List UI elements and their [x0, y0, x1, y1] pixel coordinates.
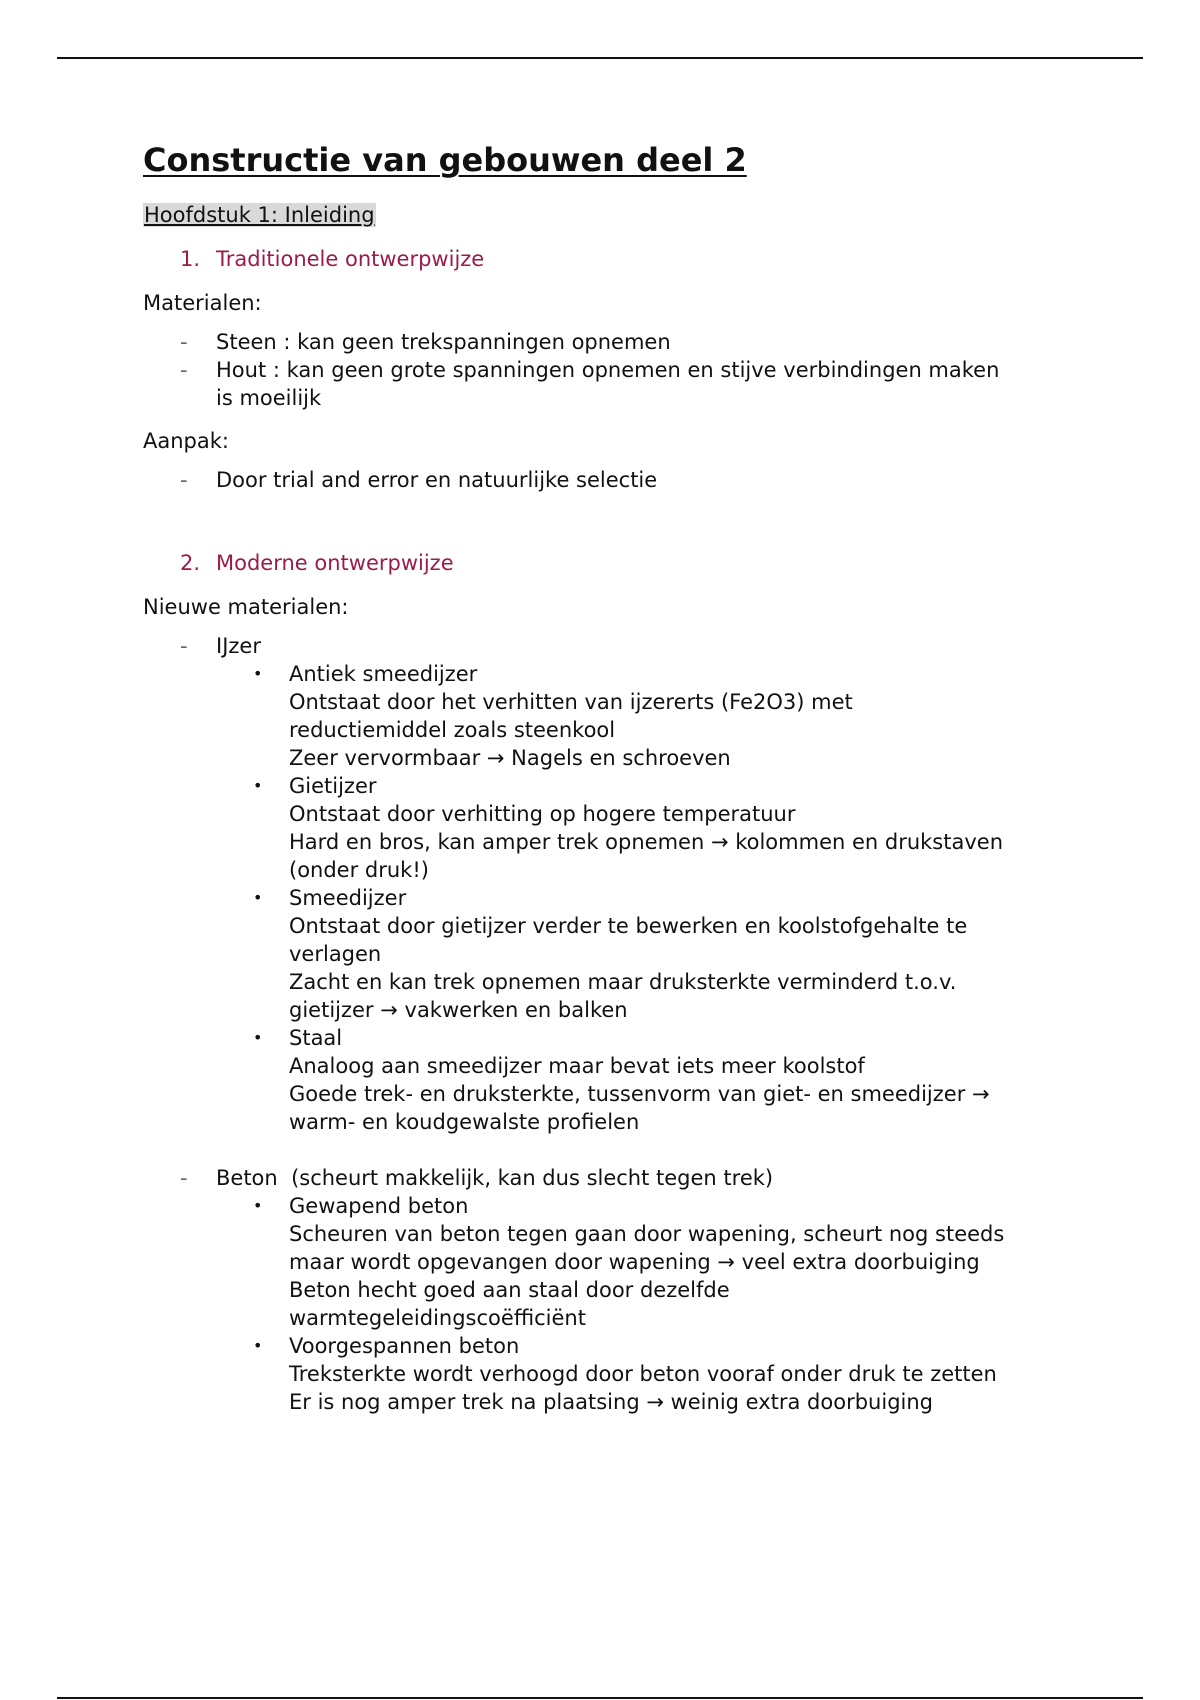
list-item-text: Steen : kan geen trekspanningen opnemen [216, 330, 671, 354]
beton-types-list [216, 1192, 1073, 1416]
item-text: (onder druk!) [289, 858, 429, 882]
item-title: Antiek smeedijzer [289, 662, 478, 686]
list-item [143, 356, 1073, 412]
materials-list [143, 328, 1073, 412]
material-group-name: IJzer [216, 634, 261, 658]
bullet-marker: • [253, 1336, 263, 1355]
bullet-marker: • [253, 664, 263, 683]
item-text: Treksterkte wordt verhoogd door beton vooraf onder druk te zetten [289, 1362, 997, 1386]
list-item [216, 1024, 1073, 1136]
item-title: Gewapend beton [289, 1194, 469, 1218]
list-item [216, 660, 1073, 772]
new-materials-list [143, 632, 1073, 1416]
item-text: Er is nog amper trek na plaatsing → weinig extra doorbuiging [289, 1390, 933, 1414]
material-group-beton [143, 1164, 1073, 1416]
item-text: Zeer vervormbaar → Nagels en schroeven [289, 746, 731, 770]
ijzer-types-list [216, 660, 1073, 1136]
chapter-heading [143, 200, 1073, 230]
list-item [216, 772, 1073, 884]
header-rule [57, 57, 1143, 59]
item-text: warm- en koudgewalste profielen [289, 1110, 640, 1134]
item-text: maar wordt opgevangen door wapening → veel extra doorbuiging [289, 1250, 980, 1274]
item-title: Staal [289, 1026, 343, 1050]
spacer [143, 494, 1073, 534]
bullet-marker: • [253, 776, 263, 795]
material-group-ijzer [143, 632, 1073, 1164]
item-text: Beton hecht goed aan staal door dezelfde [289, 1278, 730, 1302]
dash-marker: - [180, 468, 188, 492]
item-text: gietijzer → vakwerken en balken [289, 998, 628, 1022]
item-text: Ontstaat door verhitting op hogere temperatuur [289, 802, 796, 826]
item-text: warmtegeleidingscoëfficiënt [289, 1306, 586, 1330]
list-item [216, 884, 1073, 1024]
item-text: Zacht en kan trek opnemen maar druksterkte verminderd t.o.v. [289, 970, 957, 994]
list-item [216, 1192, 1073, 1332]
approach-list [143, 466, 1073, 494]
dash-marker: - [180, 358, 188, 382]
item-title: Smeedijzer [289, 886, 407, 910]
footer-rule [57, 1697, 1143, 1699]
document-page [143, 130, 1073, 1416]
section-heading-2 [143, 548, 1073, 578]
materials-label: Materialen: [143, 291, 262, 315]
material-group-name: Beton (scheurt makkelijk, kan dus slecht tegen trek) [216, 1166, 774, 1190]
item-text: Ontstaat door gietijzer verder te bewerken en koolstofgehalte te [289, 914, 968, 938]
item-text: reductiemiddel zoals steenkool [289, 718, 616, 742]
list-item-text: is moeilijk [216, 386, 322, 410]
list-item-text: Door trial and error en natuurlijke selectie [216, 468, 658, 492]
section-number: 2. [180, 551, 201, 575]
item-text: Ontstaat door het verhitten van ijzererts (Fe2O3) met [289, 690, 853, 714]
list-item [143, 466, 1073, 494]
bullet-marker: • [253, 1028, 263, 1047]
item-text: Hard en bros, kan amper trek opnemen → kolommen en drukstaven [289, 830, 1004, 854]
section-heading-1 [143, 244, 1073, 274]
section-number: 1. [180, 247, 201, 271]
item-title: Gietijzer [289, 774, 377, 798]
dash-marker: - [180, 634, 188, 658]
section-title: Moderne ontwerpwijze [216, 551, 454, 575]
list-item-text: Hout : kan geen grote spanningen opnemen en stijve verbindingen maken [216, 358, 1000, 382]
new-materials-label: Nieuwe materialen: [143, 595, 349, 619]
dash-marker: - [180, 1166, 188, 1190]
item-text: Analoog aan smeedijzer maar bevat iets meer koolstof [289, 1054, 865, 1078]
chapter-heading-text: Hoofdstuk 1: Inleiding [144, 203, 375, 227]
list-item [143, 328, 1073, 356]
item-text: verlagen [289, 942, 382, 966]
dash-marker: - [180, 330, 188, 354]
document-title: Constructie van gebouwen deel 2 [143, 141, 747, 179]
item-text: Goede trek- en druksterkte, tussenvorm van giet- en smeedijzer → [289, 1082, 990, 1106]
bullet-marker: • [253, 1196, 263, 1215]
item-title: Voorgespannen beton [289, 1334, 520, 1358]
bullet-marker: • [253, 888, 263, 907]
list-item [216, 1332, 1073, 1416]
approach-label: Aanpak: [143, 429, 229, 453]
section-title: Traditionele ontwerpwijze [216, 247, 485, 271]
item-text: Scheuren van beton tegen gaan door wapening, scheurt nog steeds [289, 1222, 1005, 1246]
spacer [216, 1136, 1073, 1164]
